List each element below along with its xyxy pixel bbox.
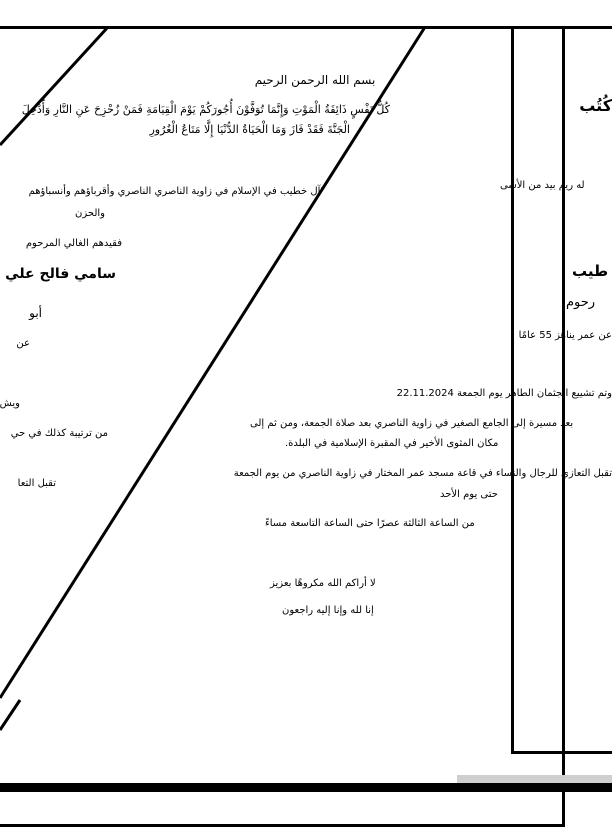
intro-line-1: "آل خطيب في الإسلام في زاوية الناصري الناصري وأقرباؤهم وأنسباؤهم bbox=[28, 186, 325, 197]
condolence-hours: من الساعة الثالثة عصرًا حتى الساعة التاسعة مساءً bbox=[265, 518, 475, 529]
closing-line-1: لا أراكم الله مكروهًا بعزيز bbox=[270, 578, 376, 589]
burial-date-line: وتم تشييع الجثمان الطاهر يوم الجمعة 22.11.2024 bbox=[396, 388, 612, 399]
right-heading-partial: كُتُب bbox=[579, 96, 612, 115]
age-label: عن bbox=[16, 338, 30, 349]
intro-line-2: والحزن bbox=[75, 208, 105, 219]
verse-line-1: كُلُّ نَفْسٍ ذَائِقَةُ الْمَوْتِ وَإِنَّمَا تُوَفَّوْنَ أُجُورَكُمْ يَوْمَ الْقِيَامَةِ فَمَنْ زُحْزِحَ عَنِ النَّارِ وَأُدْخِلَ bbox=[21, 103, 390, 116]
right-age-partial: عن عمر يناهز 55 عامًا bbox=[518, 330, 612, 341]
right-deceased-partial: رحوم bbox=[566, 295, 596, 310]
condolence-line-1: تقبل التعازي للرجال والنساء في قاعة مسجد عمر المختار في زاوية الناصري من يوم الجمعة bbox=[233, 468, 612, 479]
snippet-3: تقبل التعا bbox=[17, 478, 56, 489]
deceased-name: سامي فالح علي bbox=[5, 266, 116, 282]
snippet-2: من ترتيبة كذلك في حي bbox=[10, 428, 108, 439]
right-family-partial: طيب bbox=[572, 262, 609, 280]
closing-line-2: إنا لله وإنا إليه راجعون bbox=[282, 605, 374, 616]
father-label: أبو bbox=[29, 306, 42, 320]
verse-line-2: الْجَنَّةَ فَقَدْ فَازَ وَمَا الْحَيَاةُ الدُّنْيَا إِلَّا مَتَاعُ الْغُرُورِ bbox=[149, 123, 350, 136]
scanner-edge-black bbox=[0, 783, 612, 792]
deceased-intro: فقيدهم الغالي المرحوم bbox=[25, 238, 122, 249]
condolence-line-2: حتى يوم الأحد bbox=[440, 489, 498, 500]
procession-line-2: مكان المثوى الأخير في المقبرة الإسلامية في البلدة. bbox=[285, 438, 499, 449]
basmala: بسم الله الرحمن الرحيم bbox=[254, 73, 376, 87]
right-subtitle-partial: له ريم بيد من الأسى bbox=[500, 180, 585, 191]
procession-line-1: بعد مسيرة إلى الجامع الصغير في زاوية الناصري بعد صلاة الجمعة، ومن ثم إلى bbox=[250, 418, 574, 429]
snippet-1: ويش bbox=[0, 398, 20, 409]
